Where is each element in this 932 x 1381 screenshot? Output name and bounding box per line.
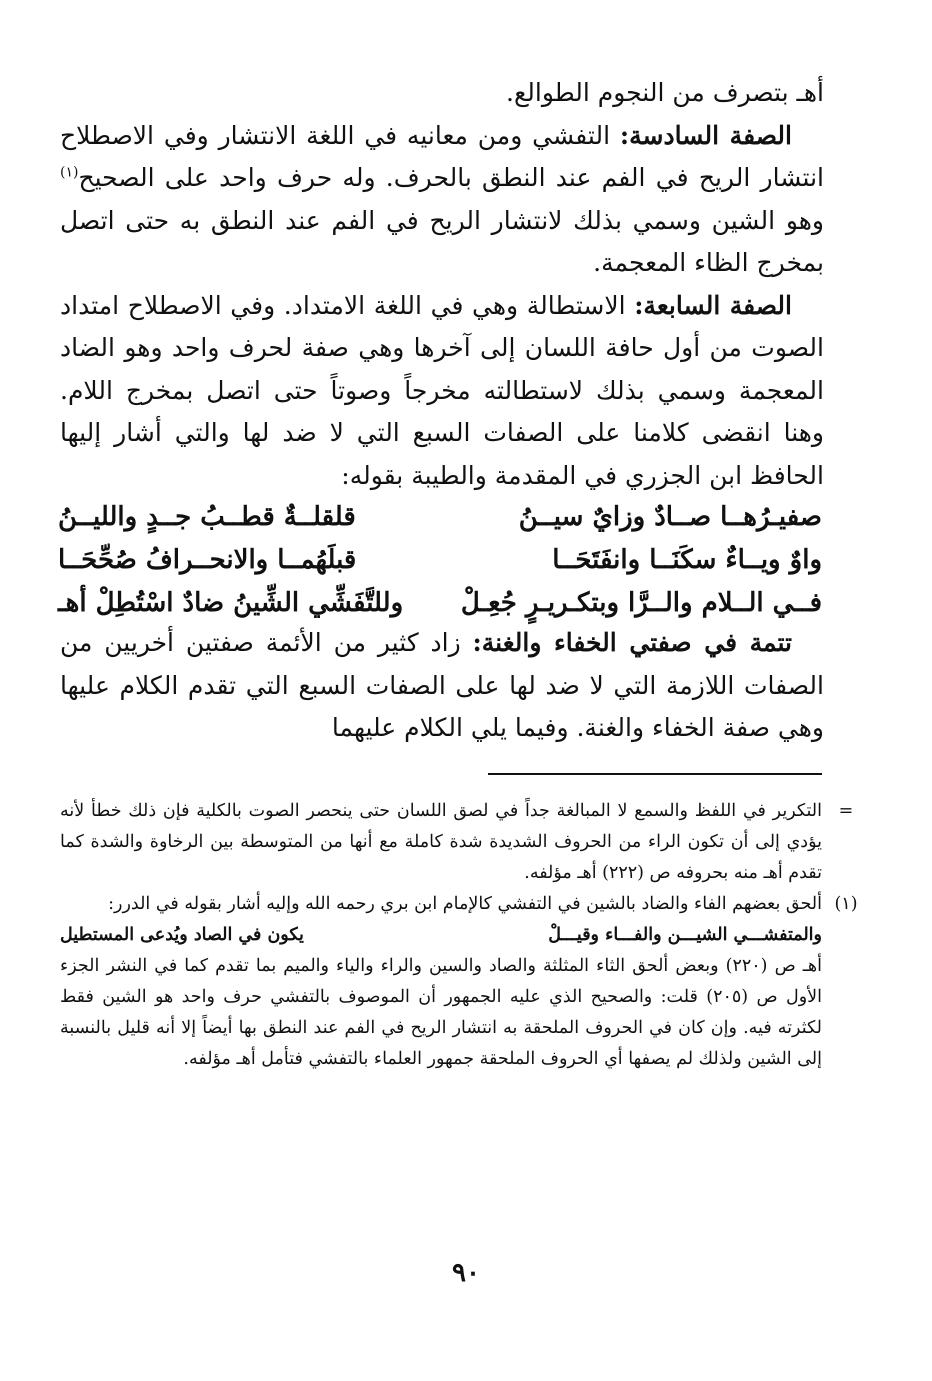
poem-second-hemistich: قبلَهُمــا والانحــرافُ صُحِّحَــا: [58, 545, 357, 575]
paragraph-seventh-attribute: [60, 285, 824, 498]
poem-verse: [58, 496, 822, 539]
poem-second-hemistich: وللتَّفَشِّي الشِّينُ ضادٌ اسْتُطِلْ أهـ: [58, 588, 404, 618]
poem-first-hemistich: فــي الــلام والــرَّا وبتكـريـرٍ جُعِـلْ: [460, 588, 822, 618]
footnote-reference[interactable]: (١): [60, 164, 79, 181]
poem-first-hemistich: واوٌ ويــاءٌ سكَنَــا وانفَتَحَــا: [552, 545, 822, 575]
paragraph-text: زاد كثير من الأئمة صفتين أخريين من الصفات اللازمة التي لا ضد لها على الصفات السبع التي تقدم الكلام عليها وهي صفة الخفاء والغنة. وفيما يلي الكلام عليهما: [60, 628, 824, 742]
poem-verse: [58, 539, 822, 582]
poem-first-hemistich: صفيـرُهــا صــادٌ وزايٌ سيــنُ: [518, 502, 822, 532]
footnote-text: التكرير في اللفظ والسمع لا المبالغة جداً في لصق اللسان حتى ينحصر الصوت بالكلية فإن ذلك خطأ لأنه يؤدي إلى أن تكون الراء من الحروف الشديدة شدة كاملة مع أنها من المتوسطة بين الرخاوة والشدة كما تقدم أهـ منه بحروفه ص (٢٢٢) أهـ مؤلفه.: [60, 801, 822, 883]
footnote-number: (١): [834, 894, 858, 914]
paragraph-sixth-attribute: [60, 115, 824, 285]
continuation-marker: =: [838, 801, 854, 821]
footnotes: [60, 796, 858, 1075]
paragraph-text: الاستطالة وهي في اللغة الامتداد. وفي الاصطلاح امتداد الصوت من أول حافة اللسان إلى آخرها وهي صفة لحرف واحد وهو الضاد المعجمة وسمي بذلك لاستطالته مخرجاً وصوتاً حتى اتصل بمخرج اللام. وهنا انقضى كلامنا على الصفات السبع التي لا ضد لها والتي أشار إليها الحافظ ابن الجزري في المقدمة والطيبة بقوله:: [60, 290, 824, 490]
footnote-text: أهـ ص (٢٢٠) وبعض ألحق الثاء المثلثة والصاد والسين والراء والياء والميم بما تقدم كما في النشر الجزء الأول ص (٢٠٥) قلت: والصحيح الذي عليه الجمهور أن الموصوف بالتفشي حرف واحد هو الشين فقط لكثرته فيه. وإن كان في الحروف الملحقة به انتشار الريح في الفم عند النطق بها أيضاً إلا أنه قليل بالنسبة إلى الشين ولذلك لم يصفها أي الحروف الملحقة جمهور العلماء بالتفشي فتأمل أهـ مؤلفه.: [60, 956, 823, 1069]
paragraph-text: أهـ بتصرف من النجوم الطوالع.: [506, 78, 824, 107]
footnote-continued: [60, 796, 854, 889]
footnote-1: [60, 889, 858, 1075]
footnote-verse: [60, 920, 822, 951]
verse-first-hemistich: والمتفشـــي الشيـــن والفـــاء وقيـــلْ: [548, 925, 822, 945]
paragraph-heading: تتمة في صفتي الخفاء والغنة:: [472, 628, 792, 657]
poem: [58, 496, 822, 625]
paragraph-heading: الصفة السادسة:: [619, 120, 792, 150]
paragraph-appendix: [60, 622, 824, 750]
paragraph-intro: [60, 72, 824, 115]
paragraph-text: التفشي ومن معانيه في اللغة الانتشار وفي الاصطلاح انتشار الريح في الفم عند النطق بالحرف. وله حرف واحد على الصحيح: [60, 120, 824, 192]
footnote-separator: [488, 773, 822, 775]
poem-verse: [58, 582, 822, 625]
paragraph-heading: الصفة السابعة:: [634, 290, 792, 320]
appendix-paragraph: [60, 622, 824, 750]
paragraph-text: وهو الشين وسمي بذلك لانتشار الريح في الفم عند النطق به حتى اتصل بمخرج الظاء المعجمة.: [60, 205, 824, 277]
page-number: ٩٠: [452, 1258, 480, 1288]
main-text: [60, 72, 824, 497]
verse-second-hemistich: يكون في الصاد ويُدعى المستطيل: [60, 925, 304, 945]
poem-second-hemistich: قلقلــةٌ قطــبُ جــدٍ والليــنُ: [58, 502, 356, 532]
footnote-text: ألحق بعضهم الفاء والضاد بالشين في التفشي كالإمام ابن بري رحمه الله وإليه أشار بقوله في الدرر:: [108, 894, 822, 914]
